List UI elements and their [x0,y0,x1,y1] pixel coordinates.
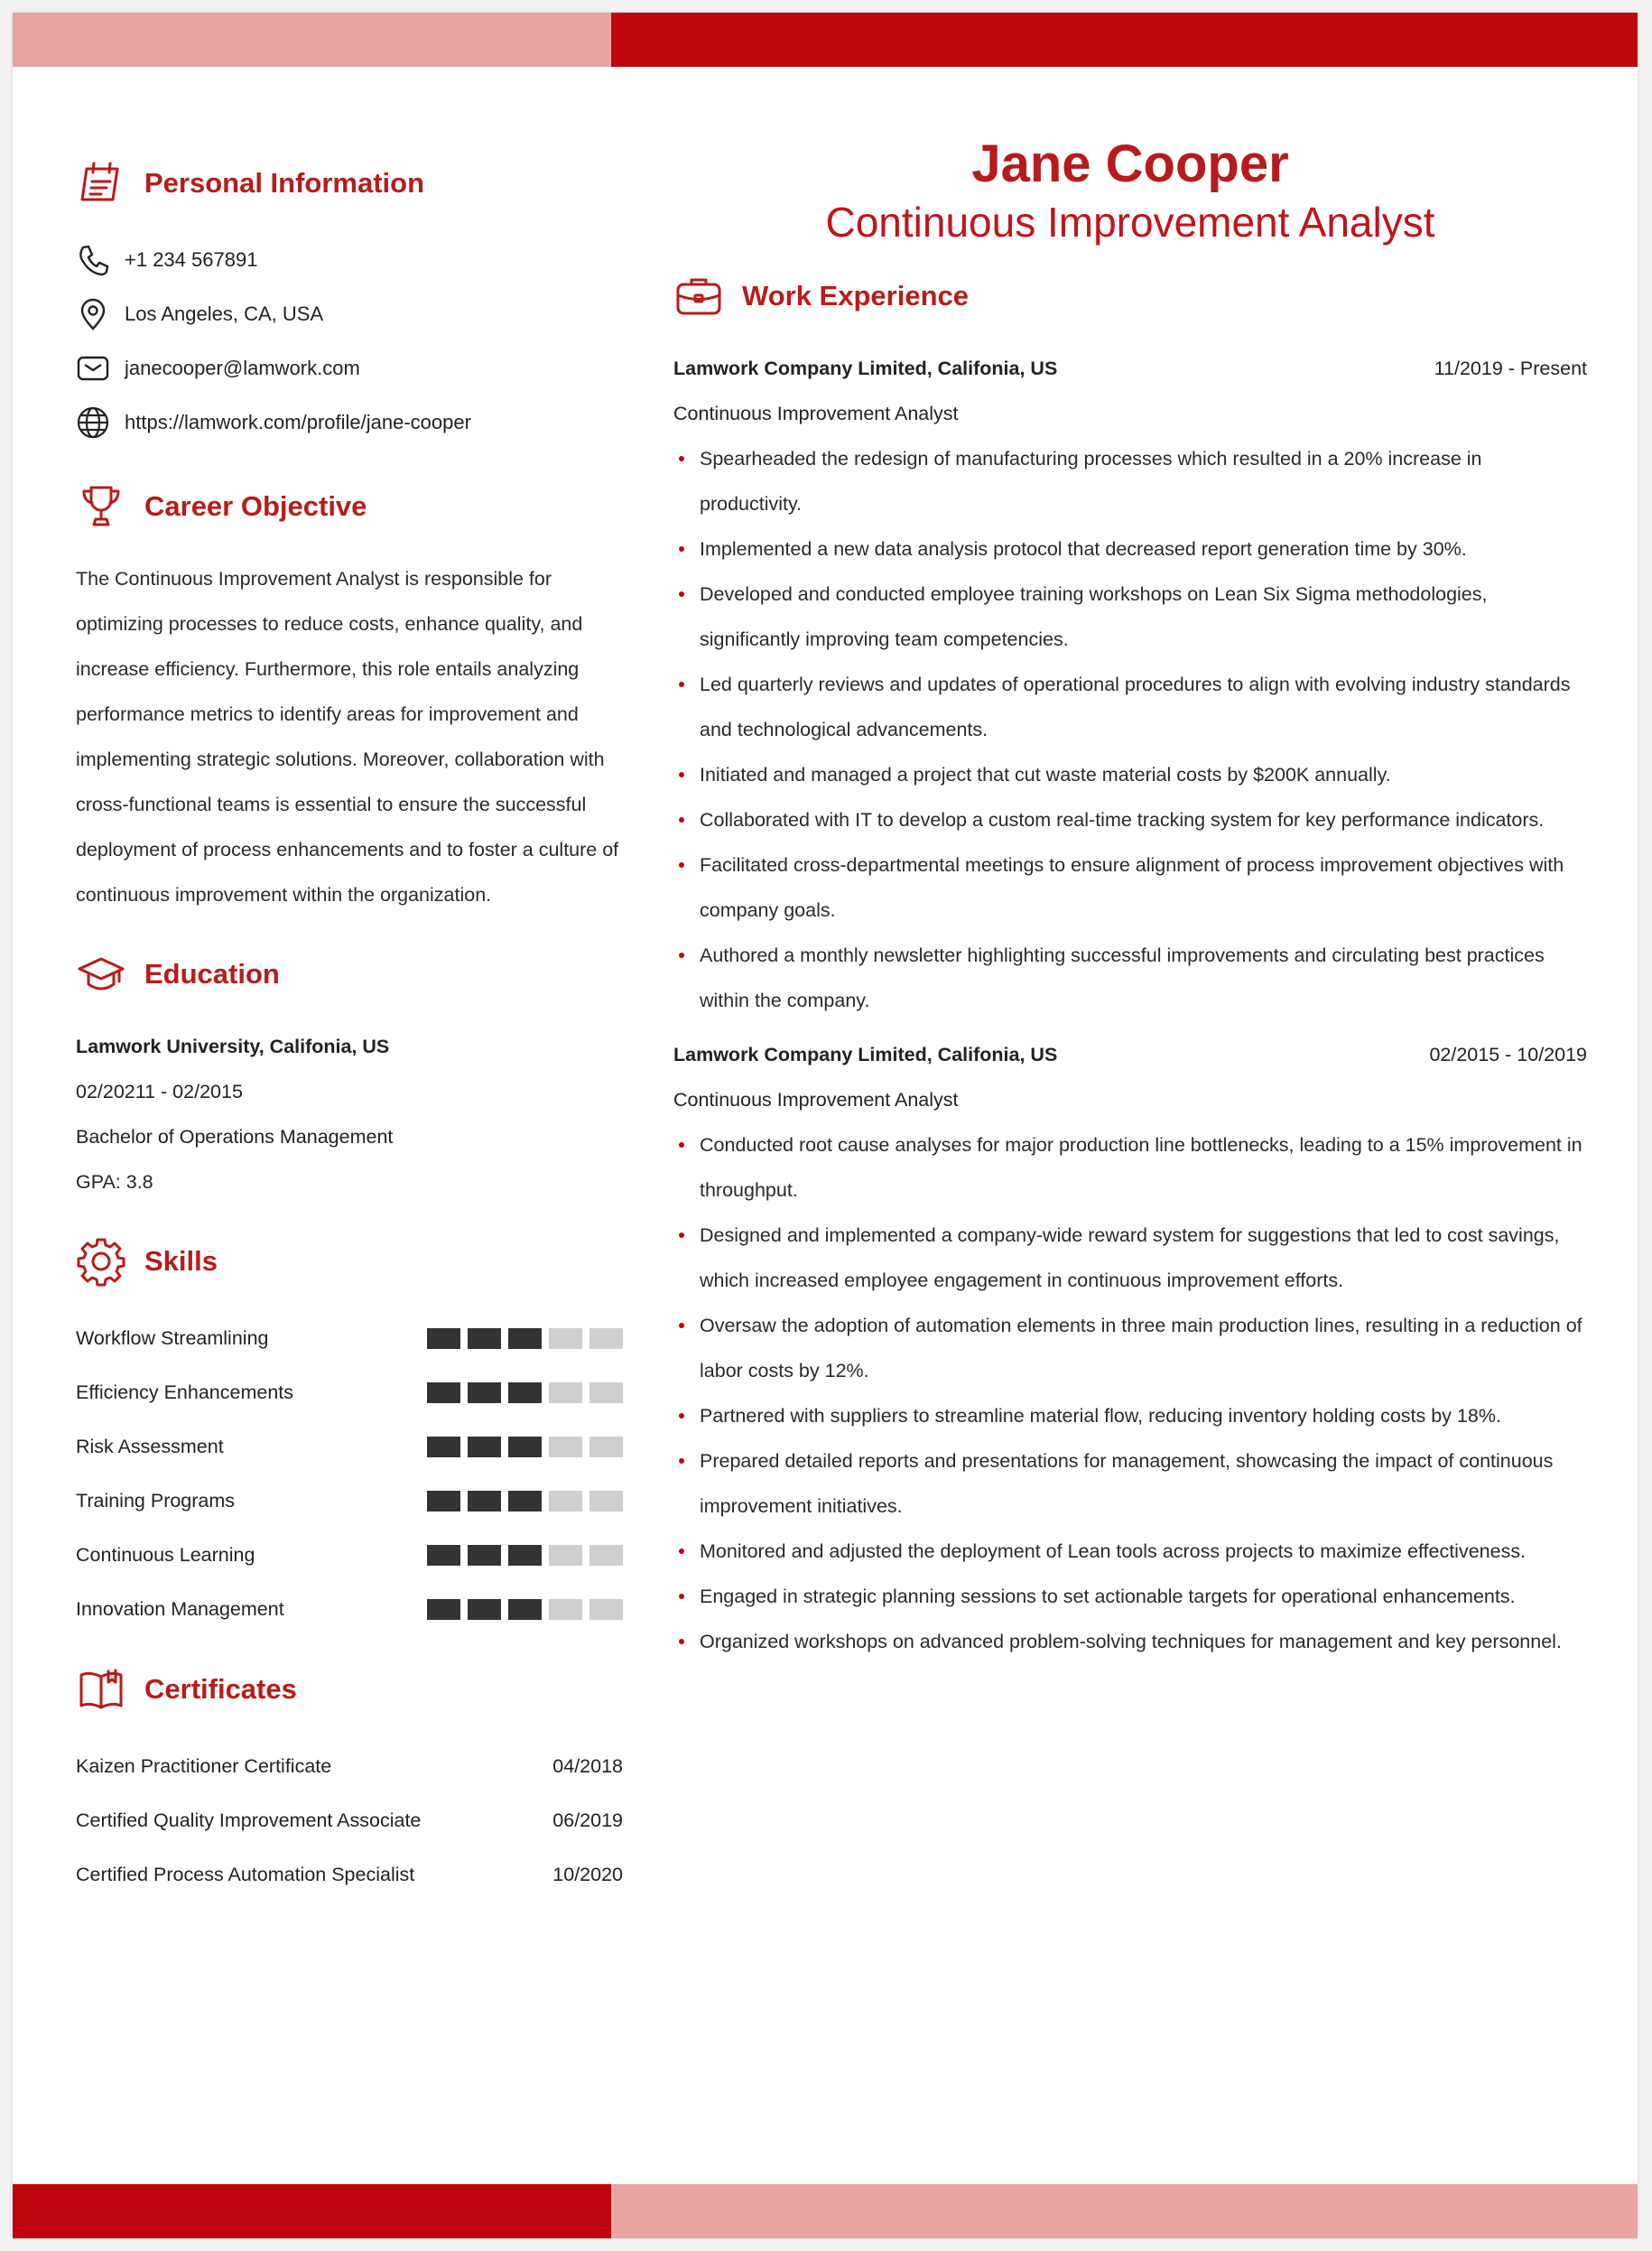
job-bullet: Prepared detailed reports and presentations for management, showcasing the impact of continuous improvement initiatives. [673,1438,1587,1529]
skills-header [76,1235,623,1288]
job-bullet: Designed and implemented a company-wide reward system for suggestions that led to cost savings, which increased employee engagement in continuous improvement efforts. [673,1213,1587,1303]
education-header [76,948,623,1000]
skill-level-segment [508,1328,542,1349]
top-band-light [13,13,611,67]
bottom-band-light [611,2184,1638,2238]
skill-level-segment [508,1599,542,1620]
bottom-band-dark [13,2184,611,2238]
skill-row [76,1582,623,1636]
skill-level-bar [427,1382,623,1403]
certificate-name: Certified Process Automation Specialist [76,1863,415,1885]
skill-level-segment [468,1437,501,1457]
website-link[interactable]: https://lamwork.com/profile/jane-cooper [125,411,471,433]
skill-level-bar [427,1545,623,1566]
certificates-list [76,1739,623,1902]
job-bullets [673,436,1587,1023]
skill-level-segment [508,1491,542,1512]
skill-level-segment [508,1437,542,1457]
skill-level-segment [549,1328,582,1349]
certificate-date: 10/2020 [552,1863,623,1885]
job-company: Lamwork Company Limited, Califonia, US [673,1043,1058,1065]
job-bullet: Implemented a new data analysis protocol that decreased report generation time by 30%. [673,526,1587,572]
skill-level-segment [427,1545,460,1566]
skill-level-bar [427,1437,623,1457]
job-bullets [673,1122,1587,1664]
skill-name: Continuous Learning [76,1543,255,1566]
skill-level-segment [468,1382,501,1403]
skill-level-segment [589,1437,623,1457]
skill-level-segment [427,1437,460,1457]
certificate-row [76,1793,623,1847]
email-text[interactable]: janecooper@lamwork.com [125,357,360,379]
skill-name: Risk Assessment [76,1435,224,1457]
career-objective-text: The Continuous Improvement Analyst is responsible for optimizing processes to reduce costs, enhance quality, and increase efficiency. Furthermore, this role entails analyzing performance metrics to identify areas for improvement and implementing strategic solutions. Moreover, collaboration with cross-functional teams is essential to ensure the successful deployment of process enhancements and to foster a culture of continuous improvement within the organization. [76,568,619,906]
job-bullet: Monitored and adjusted the deployment of Lean tools across projects to maximize effectiveness. [673,1529,1587,1574]
skill-row [76,1474,623,1528]
phone-text[interactable]: +1 234 567891 [125,248,258,271]
job-entry [673,346,1587,1032]
education-title: Education [144,958,280,990]
job-header [673,1032,1587,1077]
globe-icon [76,405,110,440]
skill-name: Efficiency Enhancements [76,1381,294,1403]
certificate-row [76,1847,623,1902]
skill-name: Training Programs [76,1489,236,1512]
candidate-name: Jane Cooper [971,135,1289,193]
job-position: Continuous Improvement Analyst [673,403,959,424]
resume-page [13,13,1638,2238]
skill-level-segment [589,1491,623,1512]
job-company: Lamwork Company Limited, Califonia, US [673,357,1058,379]
skill-row [76,1528,623,1582]
gear-icon [76,1236,126,1287]
contact-location [76,287,623,341]
location-text: Los Angeles, CA, USA [125,302,324,325]
contact-website [76,395,623,450]
certificate-name: Certified Quality Improvement Associate [76,1809,422,1831]
job-position: Continuous Improvement Analyst [673,1089,959,1111]
certificate-name: Kaizen Practitioner Certificate [76,1754,332,1777]
open-book-icon [76,1664,126,1715]
skill-row [76,1311,623,1365]
skill-level-segment [468,1491,501,1512]
job-entry [673,1032,1587,1664]
work-experience-header [673,270,1587,322]
certificates-header [76,1663,623,1716]
skill-level-segment [427,1328,460,1349]
job-bullet: Partnered with suppliers to streamline material flow, reducing inventory holding costs by 18%. [673,1393,1587,1438]
job-bullet: Authored a monthly newsletter highlighting successful improvements and circulating best practices within the company. [673,933,1587,1023]
skill-level-segment [468,1545,501,1566]
trophy-icon [76,481,126,532]
job-bullet: Spearheaded the redesign of manufacturing processes which resulted in a 20% increase in productivity. [673,436,1587,526]
skill-level-segment [549,1545,582,1566]
skill-level-segment [468,1328,501,1349]
personal-info-title: Personal Information [144,167,425,199]
mail-icon [76,351,110,386]
skill-level-segment [427,1382,460,1403]
candidate-role: Continuous Improvement Analyst [825,199,1435,246]
skill-level-segment [549,1599,582,1620]
job-bullet: Facilitated cross-departmental meetings to ensure alignment of process improvement objectives with company goals. [673,842,1587,933]
job-bullet: Oversaw the adoption of automation elements in three main production lines, resulting in a reduction of labor costs by 12%. [673,1303,1587,1393]
skill-level-segment [549,1437,582,1457]
left-column [76,157,623,1902]
job-bullet: Conducted root cause analyses for major production line bottlenecks, leading to a 15% improvement in throughput. [673,1122,1587,1213]
education-school: Lamwork University, Califonia, US [76,1036,390,1057]
top-band-dark [611,13,1638,67]
skill-row [76,1419,623,1474]
skill-level-segment [589,1328,623,1349]
skill-name: Workflow Streamlining [76,1326,269,1349]
phone-icon [76,243,110,277]
skill-level-segment [549,1382,582,1403]
skill-level-segment [549,1491,582,1512]
skill-level-segment [589,1599,623,1620]
certificate-date: 06/2019 [552,1809,623,1831]
skill-level-bar [427,1328,623,1349]
job-dates: 11/2019 - Present [1434,357,1587,379]
job-bullet: Engaged in strategic planning sessions to set actionable targets for operational enhancements. [673,1574,1587,1619]
job-bullet: Organized workshops on advanced problem-solving techniques for management and key personnel. [673,1619,1587,1664]
location-pin-icon [76,297,110,331]
job-bullet: Collaborated with IT to develop a custom real-time tracking system for key performance indicators. [673,797,1587,842]
job-bullet: Developed and conducted employee training workshops on Lean Six Sigma methodologies, significantly improving team competencies. [673,572,1587,662]
id-card-icon [76,158,126,209]
contact-phone [76,233,623,287]
skill-level-bar [427,1491,623,1512]
job-dates: 02/2015 - 10/2019 [1429,1043,1587,1065]
career-objective-header [76,480,623,533]
job-header [673,346,1587,391]
skill-level-segment [589,1382,623,1403]
work-experience-title: Work Experience [742,280,969,312]
skill-row [76,1365,623,1419]
graduation-cap-icon [76,949,126,1000]
skill-level-segment [427,1599,460,1620]
skill-level-segment [589,1545,623,1566]
skill-level-segment [508,1545,542,1566]
certificate-row [76,1739,623,1793]
certificates-title: Certificates [144,1673,297,1705]
skill-level-segment [508,1382,542,1403]
briefcase-icon [673,271,724,321]
skill-level-segment [427,1491,460,1512]
certificate-date: 04/2018 [552,1754,623,1777]
education-gpa: GPA: 3.8 [76,1171,153,1193]
skills-list [76,1311,623,1636]
education-dates: 02/20211 - 02/2015 [76,1081,243,1102]
jobs-list [673,346,1587,1664]
job-bullet: Initiated and managed a project that cut waste material costs by $200K annually. [673,752,1587,797]
contact-email [76,341,623,395]
skill-level-bar [427,1599,623,1620]
skills-title: Skills [144,1245,218,1277]
skill-name: Innovation Management [76,1597,284,1620]
career-objective-title: Career Objective [144,490,367,522]
right-column [673,135,1587,1664]
skill-level-segment [468,1599,501,1620]
job-bullet: Led quarterly reviews and updates of operational procedures to align with evolving industry standards and technological advancements. [673,662,1587,752]
personal-info-header [76,157,623,209]
education-degree: Bachelor of Operations Management [76,1126,394,1148]
